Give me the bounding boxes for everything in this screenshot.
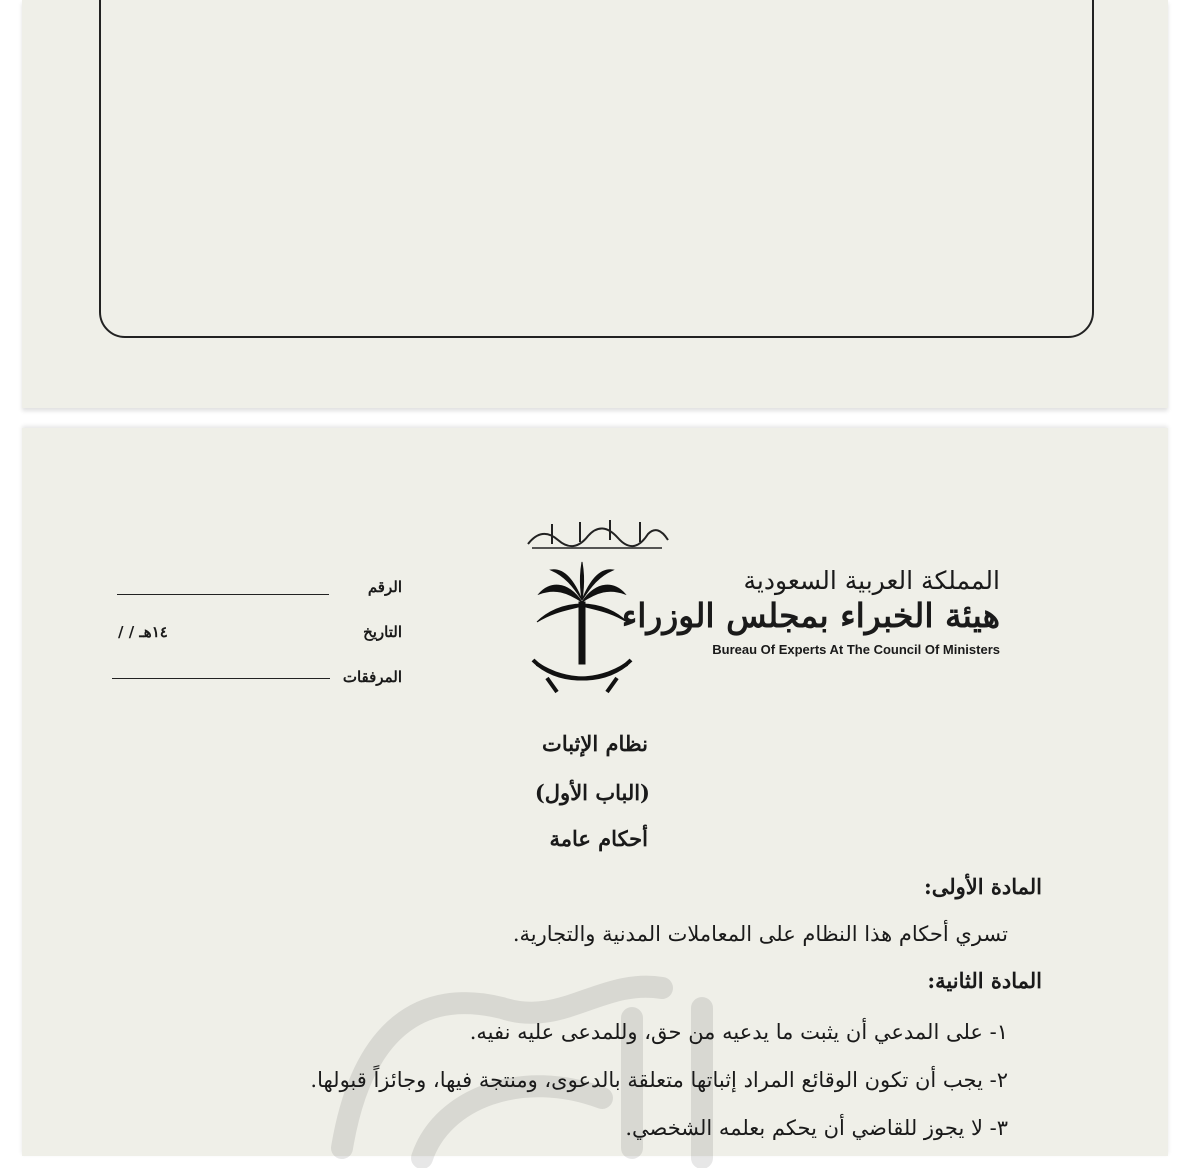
bureau-name-arabic: هيئة الخبراء بمجلس الوزراء: [621, 596, 1000, 635]
chapter-title: (الباب الأول): [534, 780, 650, 805]
number-line: [117, 594, 329, 595]
previous-page: [22, 0, 1168, 408]
saudi-emblem-icon: [527, 560, 637, 700]
article-1-text: تسري أحكام هذا النظام على المعاملات المدنية والتجارية.: [512, 922, 1008, 946]
article-2-heading: المادة الثانية:: [927, 968, 1042, 993]
bureau-name-english: Bureau Of Experts At The Council Of Ministers: [712, 642, 1000, 657]
article-2-item-3: ٣- لا يجوز للقاضي أن يحكم بعلمه الشخصي.: [625, 1116, 1008, 1140]
article-2-item-1: ١- على المدعي أن يثبت ما يدعيه من حق، وللمدعى عليه نفيه.: [469, 1020, 1008, 1044]
bureau-logo: [621, 566, 1080, 657]
article-1-heading: المادة الأولى:: [923, 874, 1042, 899]
page-border-frame: [99, 0, 1094, 338]
section-title: أحكام عامة: [549, 826, 648, 851]
country-name: المملكة العربية السعودية: [743, 566, 1000, 595]
date-value: / / ١٤هـ: [118, 623, 168, 641]
current-page: [22, 428, 1168, 1156]
number-label: الرقم: [367, 578, 402, 596]
basmala-calligraphy: [522, 514, 672, 554]
date-label: التاريخ: [363, 623, 402, 641]
attachments-label: المرفقات: [342, 668, 402, 686]
attachments-line: [112, 678, 330, 679]
article-2-item-2: ٢- يجب أن تكون الوقائع المراد إثباتها متعلقة بالدعوى، ومنتجة فيها، وجائزاً قبولها.: [310, 1068, 1008, 1092]
document-title: نظام الإثبات: [542, 731, 648, 756]
